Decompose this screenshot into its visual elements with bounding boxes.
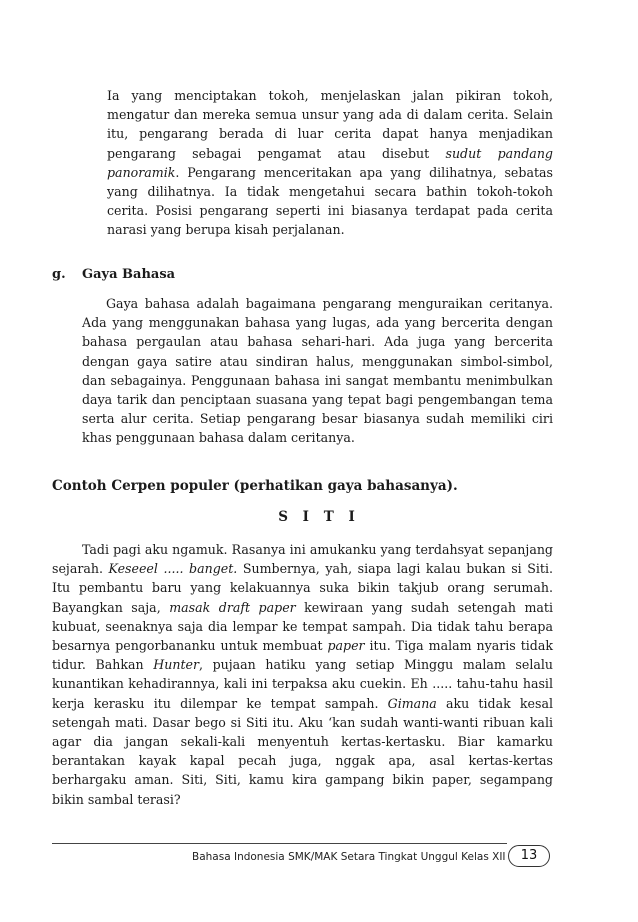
story-italic-1: Keseeel ..... banget. [108, 561, 238, 577]
story-paragraph [52, 540, 553, 809]
section-g-marker: g. [52, 267, 66, 282]
section-g-text: Gaya bahasa adalah bagaimana pengarang menguraikan ceritanya. Ada yang menggunakan bahasa yang lugas, ada yang bercerita dengan bahasa pergaulan atau bahasa sehari-hari. Ada juga yang bercerita dengan gaya satire atau sindiran halus, menggunakan simbol-simbol, dan sebagainya. Penggunaan bahasa ini sangat membantu menimbulkan daya tarik dan penciptaan suasana yang tepat bagi pengembangan tema serta alur cerita. Setiap pengarang besar biasanya sudah memiliki ciri khas penggunaan bahasa dalam ceritanya. [82, 296, 553, 446]
story-text-5: , pujaan hatiku yang setiap Minggu malam selalu kunantikan kehadirannya, kali ini terpaksa aku cuekin. Eh ..... tahu-tahu hasil kerja kerasku itu dilempar ke tempat sampah. [52, 657, 554, 711]
story-italic-4: Hunter [153, 657, 199, 673]
intro-text-1: Ia yang menciptakan tokoh, menjelaskan jalan pikiran tokoh, mengatur dan mereka semua unsur yang ada di dalam cerita. Selain itu, pengarang berada di luar cerita dapat hanya menjadikan pengarang sebagai pengamat atau disebut [107, 88, 553, 161]
intro-italic-term: sudut pandang panoramik [107, 145, 553, 180]
story-text-6: aku tidak kesal setengah mati. Dasar bego si Siti itu. Aku ‘kan sudah wanti-wanti ribuan kali agar dia jangan sekali-kali menyentuh kertas-kertasku. Biar kamarku berantakan kayak kapal pecah juga, nggak apa, asal kertas-kertas berhargaku aman. Siti, Siti, kamu kira gampang bikin paper, segampang bikin sambal terasi? [52, 695, 553, 807]
contoh-heading: Contoh Cerpen populer (perhatikan gaya bahasanya). [52, 478, 458, 494]
story-text-2: Sumbernya, yah, siapa lagi kalau bukan si Siti. Itu pembantu baru yang kelakuannya suka bikin takjub orang serumah. Bayangkan saja, [52, 561, 554, 615]
story-italic-2: masak draft paper [169, 599, 296, 615]
section-g-title: Gaya Bahasa [82, 267, 176, 282]
story-title: S I T I [278, 509, 360, 525]
story-italic-5: Gimana [387, 695, 437, 711]
footer-text: Bahasa Indonesia SMK/MAK Setara Tingkat Unggul Kelas XII [192, 851, 506, 863]
story-text-3: kewiraan yang sudah setengah mati kubuat, seenaknya saja dia lempar ke tempat sampah. Dia tidak tahu berapa besarnya pengorbananku untuk membuat [52, 599, 554, 654]
story-text-4: itu. Tiga malam nyaris tidak tidur. Bahkan [52, 638, 553, 673]
story-italic-3: paper [327, 638, 365, 654]
section-g-heading [52, 267, 552, 282]
intro-paragraph [107, 86, 553, 240]
intro-text-2: . Pengarang menceritakan apa yang dilihatnya, sebatas yang dilihatnya. Ia tidak mengetahui secara bathin tokoh-tokoh cerita. Posisi pengarang seperti ini biasanya terdapat pada cerita narasi yang berupa kisah perjalanan. [107, 164, 553, 238]
footer-divider [52, 843, 507, 844]
page-number: 13 [508, 845, 550, 867]
story-text-1: Tadi pagi aku ngamuk. Rasanya ini amukanku yang terdahsyat sepanjang sejarah. [52, 542, 553, 577]
section-g-body [82, 294, 553, 448]
